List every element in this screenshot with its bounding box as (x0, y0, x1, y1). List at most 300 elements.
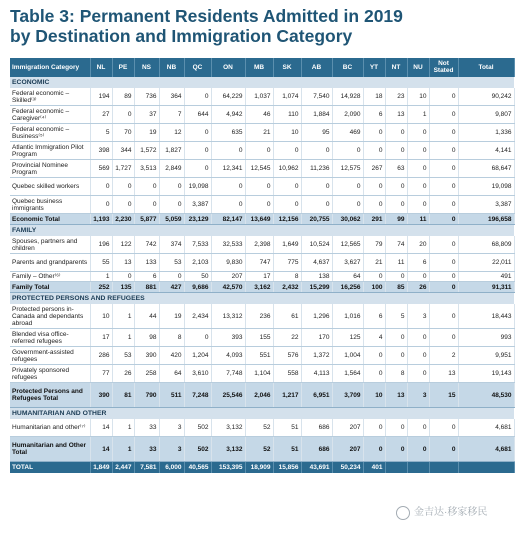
cell-value: 15 (429, 383, 458, 408)
cell-value: 12,575 (332, 160, 363, 178)
cell-value: 110 (273, 106, 301, 124)
cell-value: 90,242 (458, 88, 514, 106)
row-label: Parents and grandparents (10, 254, 90, 272)
cell-value: 0 (407, 272, 429, 282)
cell-value: 79 (363, 236, 385, 254)
cell-value: 3,387 (458, 196, 514, 214)
cell-value: 9,830 (211, 254, 245, 272)
table-row (10, 329, 514, 347)
cell-value: 0 (429, 88, 458, 106)
cell-value: 1,884 (301, 106, 332, 124)
cell-value: 89 (112, 88, 134, 106)
cell-value: 15,856 (273, 462, 301, 474)
watermark (396, 504, 516, 522)
cell-value: 17 (245, 272, 273, 282)
cell-value: 19 (159, 304, 184, 329)
cell-value: 21 (245, 124, 273, 142)
row-label: TOTAL (10, 462, 90, 474)
cell-value: 12,156 (273, 214, 301, 225)
cell-value: 0 (332, 142, 363, 160)
cell-value: 5,877 (134, 214, 159, 225)
cell-value: 155 (245, 329, 273, 347)
cell-value: 50 (184, 272, 211, 282)
cell-value: 0 (184, 124, 211, 142)
column-header-ns: NS (134, 58, 159, 77)
row-label: Federal economic – Skilled⁽³⁾ (10, 88, 90, 106)
cell-value: 50,234 (332, 462, 363, 474)
cell-value: 7,248 (184, 383, 211, 408)
cell-value: 6,951 (301, 383, 332, 408)
cell-value: 0 (332, 196, 363, 214)
cell-value: 3 (407, 304, 429, 329)
cell-value: 4,637 (301, 254, 332, 272)
section-total-row (10, 383, 514, 408)
row-label: Humanitarian and Other Total (10, 437, 90, 462)
row-label: Protected Persons and Refugees Total (10, 383, 90, 408)
cell-value: 1,193 (90, 214, 112, 225)
cell-value: 558 (273, 365, 301, 383)
cell-value: 4,942 (211, 106, 245, 124)
cell-value: 5 (90, 124, 112, 142)
cell-value: 0 (363, 142, 385, 160)
section-header (10, 293, 514, 305)
cell-value: 0 (385, 272, 407, 282)
cell-value: 12,565 (332, 236, 363, 254)
cell-value: 8 (159, 329, 184, 347)
cell-value: 3,387 (184, 196, 211, 214)
cell-value: 0 (407, 160, 429, 178)
cell-value: 0 (159, 178, 184, 196)
cell-value: 10 (407, 88, 429, 106)
cell-value: 13 (385, 106, 407, 124)
cell-value: 0 (363, 419, 385, 437)
cell-value: 3 (407, 383, 429, 408)
cell-value: 0 (112, 196, 134, 214)
cell-value: 0 (385, 347, 407, 365)
cell-value: 26 (112, 365, 134, 383)
cell-value: 11,236 (301, 160, 332, 178)
row-label: Spouses, partners and children (10, 236, 90, 254)
cell-value: 267 (363, 160, 385, 178)
permanent-residents-table (10, 58, 515, 473)
table-row (10, 254, 514, 272)
cell-value: 0 (429, 282, 458, 293)
section-total-row (10, 214, 514, 225)
cell-value: 48,530 (458, 383, 514, 408)
cell-value: 21 (363, 254, 385, 272)
column-header-nb: NB (159, 58, 184, 77)
cell-value: 23 (385, 88, 407, 106)
cell-value: 53 (112, 347, 134, 365)
cell-value: 491 (458, 272, 514, 282)
cell-value: 0 (363, 196, 385, 214)
cell-value: 22,011 (458, 254, 514, 272)
cell-value: 364 (159, 88, 184, 106)
cell-value: 63 (385, 160, 407, 178)
cell-value: 344 (112, 142, 134, 160)
cell-value: 99 (385, 214, 407, 225)
cell-value: 0 (363, 365, 385, 383)
table-row (10, 178, 514, 196)
cell-value: 0 (184, 329, 211, 347)
cell-value: 0 (363, 437, 385, 462)
cell-value: 0 (245, 142, 273, 160)
cell-value: 420 (159, 347, 184, 365)
cell-value: 19,143 (458, 365, 514, 383)
row-label: Atlantic Immigration Pilot Program (10, 142, 90, 160)
cell-value: 16,256 (332, 282, 363, 293)
cell-value: 0 (301, 196, 332, 214)
cell-value: 17 (90, 329, 112, 347)
cell-value (458, 462, 514, 474)
row-label: Federal economic – Caregiver⁽⁴⁾ (10, 106, 90, 124)
cell-value: 0 (112, 106, 134, 124)
cell-value: 0 (211, 196, 245, 214)
cell-value: 14,928 (332, 88, 363, 106)
column-header-nu: NU (407, 58, 429, 77)
row-label: Family Total (10, 282, 90, 293)
cell-value: 10 (90, 304, 112, 329)
column-header-pe: PE (112, 58, 134, 77)
cell-value: 252 (90, 282, 112, 293)
cell-value: 790 (134, 383, 159, 408)
column-header-yt: YT (363, 58, 385, 77)
cell-value: 64 (159, 365, 184, 383)
cell-value: 4 (363, 329, 385, 347)
row-label: Privately sponsored refugees (10, 365, 90, 383)
cell-value: 881 (134, 282, 159, 293)
cell-value: 1 (112, 329, 134, 347)
cell-value: 3,610 (184, 365, 211, 383)
cell-value: 0 (245, 196, 273, 214)
cell-value: 0 (385, 124, 407, 142)
table-title (10, 6, 515, 46)
cell-value: 0 (429, 254, 458, 272)
table-body (10, 77, 514, 473)
cell-value: 0 (407, 347, 429, 365)
cell-value: 196 (90, 236, 112, 254)
cell-value: 0 (363, 347, 385, 365)
cell-value: 1,204 (184, 347, 211, 365)
cell-value: 2 (429, 347, 458, 365)
cell-value: 53 (159, 254, 184, 272)
column-header-bc: BC (332, 58, 363, 77)
table-row (10, 236, 514, 254)
cell-value: 0 (273, 142, 301, 160)
cell-value: 0 (363, 124, 385, 142)
cell-value: 0 (301, 178, 332, 196)
cell-value: 81 (112, 383, 134, 408)
table-row (10, 124, 514, 142)
cell-value: 0 (407, 365, 429, 383)
cell-value: 0 (407, 142, 429, 160)
cell-value: 1 (90, 272, 112, 282)
cell-value: 0 (429, 272, 458, 282)
cell-value: 3,132 (211, 437, 245, 462)
cell-value (429, 462, 458, 474)
cell-value: 569 (90, 160, 112, 178)
cell-value: 644 (184, 106, 211, 124)
cell-value: 207 (332, 419, 363, 437)
cell-value: 3,162 (245, 282, 273, 293)
cell-value: 4,093 (211, 347, 245, 365)
cell-value: 68,809 (458, 236, 514, 254)
cell-value: 125 (332, 329, 363, 347)
cell-value: 0 (429, 178, 458, 196)
cell-value: 3,627 (332, 254, 363, 272)
cell-value: 0 (134, 196, 159, 214)
cell-value: 98 (134, 329, 159, 347)
cell-value: 5 (385, 304, 407, 329)
cell-value: 100 (363, 282, 385, 293)
cell-value: 74 (385, 236, 407, 254)
cell-value: 51 (273, 419, 301, 437)
cell-value: 13 (112, 254, 134, 272)
column-header-category: Immigration Category (10, 58, 90, 77)
row-label: Federal economic – Business⁽⁵⁾ (10, 124, 90, 142)
cell-value: 502 (184, 437, 211, 462)
cell-value: 0 (211, 178, 245, 196)
cell-value: 10,962 (273, 160, 301, 178)
cell-value: 6 (363, 106, 385, 124)
cell-value: 138 (301, 272, 332, 282)
cell-value: 20 (407, 236, 429, 254)
cell-value: 0 (273, 178, 301, 196)
cell-value: 390 (90, 383, 112, 408)
cell-value: 19,098 (458, 178, 514, 196)
cell-value: 19 (134, 124, 159, 142)
cell-value: 1 (112, 419, 134, 437)
cell-value: 0 (429, 106, 458, 124)
cell-value: 6,000 (159, 462, 184, 474)
cell-value: 0 (407, 329, 429, 347)
cell-value: 18 (363, 88, 385, 106)
cell-value: 170 (301, 329, 332, 347)
cell-value: 13,312 (211, 304, 245, 329)
cell-value: 14 (90, 437, 112, 462)
cell-value: 742 (134, 236, 159, 254)
cell-value: 18,443 (458, 304, 514, 329)
row-label: Humanitarian and other⁽⁷⁾ (10, 419, 90, 437)
cell-value: 0 (90, 178, 112, 196)
cell-value: 6 (363, 304, 385, 329)
cell-value: 12,545 (245, 160, 273, 178)
cell-value: 0 (301, 142, 332, 160)
cell-value: 11 (407, 214, 429, 225)
cell-value: 0 (429, 160, 458, 178)
cell-value: 0 (385, 196, 407, 214)
cell-value: 2,434 (184, 304, 211, 329)
table-row (10, 419, 514, 437)
column-header-total: Total (458, 58, 514, 77)
section-header (10, 408, 514, 420)
cell-value: 511 (159, 383, 184, 408)
cell-value: 42,570 (211, 282, 245, 293)
cell-value: 51 (273, 437, 301, 462)
table-row (10, 142, 514, 160)
cell-value: 12 (159, 124, 184, 142)
cell-value: 7,533 (184, 236, 211, 254)
table-row (10, 160, 514, 178)
cell-value: 0 (134, 178, 159, 196)
cell-value: 4,141 (458, 142, 514, 160)
row-label: Quebec business immigrants (10, 196, 90, 214)
cell-value: 401 (363, 462, 385, 474)
cell-value: 33 (134, 419, 159, 437)
cell-value: 390 (134, 347, 159, 365)
cell-value: 0 (429, 304, 458, 329)
column-header-nt: NT (385, 58, 407, 77)
cell-value: 0 (184, 88, 211, 106)
cell-value: 0 (90, 196, 112, 214)
cell-value: 0 (184, 160, 211, 178)
cell-value: 1 (407, 106, 429, 124)
cell-value: 0 (159, 196, 184, 214)
cell-value: 25,546 (211, 383, 245, 408)
cell-value: 686 (301, 437, 332, 462)
cell-value: 26 (407, 282, 429, 293)
cell-value: 0 (385, 329, 407, 347)
cell-value: 77 (90, 365, 112, 383)
column-header-ab: AB (301, 58, 332, 77)
cell-value: 0 (363, 272, 385, 282)
table-title-line-2: by Destination and Immigration Category (10, 26, 353, 46)
cell-value: 1,296 (301, 304, 332, 329)
watermark-text: 金吉达·移家移民 (414, 507, 488, 518)
table-row (10, 106, 514, 124)
cell-value: 32,533 (211, 236, 245, 254)
section-title: FAMILY (10, 225, 514, 237)
header-row (10, 58, 514, 77)
cell-value: 46 (245, 106, 273, 124)
cell-value: 9,807 (458, 106, 514, 124)
cell-value: 1,336 (458, 124, 514, 142)
cell-value: 686 (301, 419, 332, 437)
cell-value: 2,432 (273, 282, 301, 293)
table-row (10, 272, 514, 282)
row-label: Provincial Nominee Program (10, 160, 90, 178)
cell-value: 52 (245, 419, 273, 437)
cell-value: 0 (385, 419, 407, 437)
cell-value: 2,849 (159, 160, 184, 178)
cell-value: 1,104 (245, 365, 273, 383)
cell-value: 0 (429, 214, 458, 225)
cell-value: 9,951 (458, 347, 514, 365)
cell-value: 19,098 (184, 178, 211, 196)
table-row (10, 304, 514, 329)
cell-value: 0 (407, 419, 429, 437)
cell-value: 6 (407, 254, 429, 272)
cell-value: 70 (112, 124, 134, 142)
cell-value: 1,037 (245, 88, 273, 106)
cell-value: 1 (112, 304, 134, 329)
cell-value: 15,299 (301, 282, 332, 293)
cell-value: 398 (90, 142, 112, 160)
cell-value: 13 (385, 383, 407, 408)
cell-value: 23,129 (184, 214, 211, 225)
cell-value: 7 (159, 106, 184, 124)
row-label: Quebec skilled workers (10, 178, 90, 196)
cell-value: 153,395 (211, 462, 245, 474)
cell-value: 4,681 (458, 419, 514, 437)
cell-value: 747 (245, 254, 273, 272)
cell-value: 95 (301, 124, 332, 142)
cell-value: 0 (245, 178, 273, 196)
cell-value: 3,132 (211, 419, 245, 437)
cell-value: 0 (112, 178, 134, 196)
cell-value: 4,681 (458, 437, 514, 462)
cell-value: 12,341 (211, 160, 245, 178)
section-total-row (10, 437, 514, 462)
section-header (10, 225, 514, 237)
cell-value: 1,727 (112, 160, 134, 178)
cell-value: 576 (273, 347, 301, 365)
cell-value: 291 (363, 214, 385, 225)
cell-value: 286 (90, 347, 112, 365)
cell-value: 0 (385, 178, 407, 196)
cell-value: 258 (134, 365, 159, 383)
cell-value: 1,074 (273, 88, 301, 106)
cell-value: 3 (159, 419, 184, 437)
cell-value: 55 (90, 254, 112, 272)
cell-value: 33 (134, 437, 159, 462)
cell-value: 1,016 (332, 304, 363, 329)
column-header-not-stated: Not Stated (429, 58, 458, 77)
cell-value: 13,649 (245, 214, 273, 225)
cell-value: 44 (134, 304, 159, 329)
cell-value: 196,658 (458, 214, 514, 225)
column-header-nl: NL (90, 58, 112, 77)
cell-value: 0 (429, 329, 458, 347)
cell-value: 91,311 (458, 282, 514, 293)
table-title-line-1: Table 3: Permanent Residents Admitted in 2019 (10, 6, 403, 26)
cell-value: 5,059 (159, 214, 184, 225)
cell-value: 0 (407, 196, 429, 214)
cell-value: 43,691 (301, 462, 332, 474)
table-row (10, 196, 514, 214)
cell-value: 122 (112, 236, 134, 254)
cell-value: 2,230 (112, 214, 134, 225)
section-total-row (10, 282, 514, 293)
cell-value: 7,748 (211, 365, 245, 383)
cell-value: 52 (245, 437, 273, 462)
row-label: Government-assisted refugees (10, 347, 90, 365)
cell-value: 236 (245, 304, 273, 329)
cell-value: 7,581 (134, 462, 159, 474)
cell-value: 1,372 (301, 347, 332, 365)
section-title: PROTECTED PERSONS AND REFUGEES (10, 293, 514, 305)
cell-value: 1,004 (332, 347, 363, 365)
cell-value: 3,709 (332, 383, 363, 408)
cell-value: 14 (90, 419, 112, 437)
cell-value: 0 (363, 178, 385, 196)
cell-value: 37 (134, 106, 159, 124)
cell-value: 551 (245, 347, 273, 365)
table-row (10, 88, 514, 106)
cell-value: 207 (332, 437, 363, 462)
cell-value: 133 (134, 254, 159, 272)
cell-value: 2,398 (245, 236, 273, 254)
cell-value: 0 (429, 236, 458, 254)
cell-value: 30,062 (332, 214, 363, 225)
cell-value: 1,827 (159, 142, 184, 160)
cell-value: 0 (407, 178, 429, 196)
cell-value: 0 (407, 437, 429, 462)
cell-value: 11 (385, 254, 407, 272)
section-header (10, 77, 514, 88)
cell-value: 1 (112, 437, 134, 462)
cell-value: 194 (90, 88, 112, 106)
